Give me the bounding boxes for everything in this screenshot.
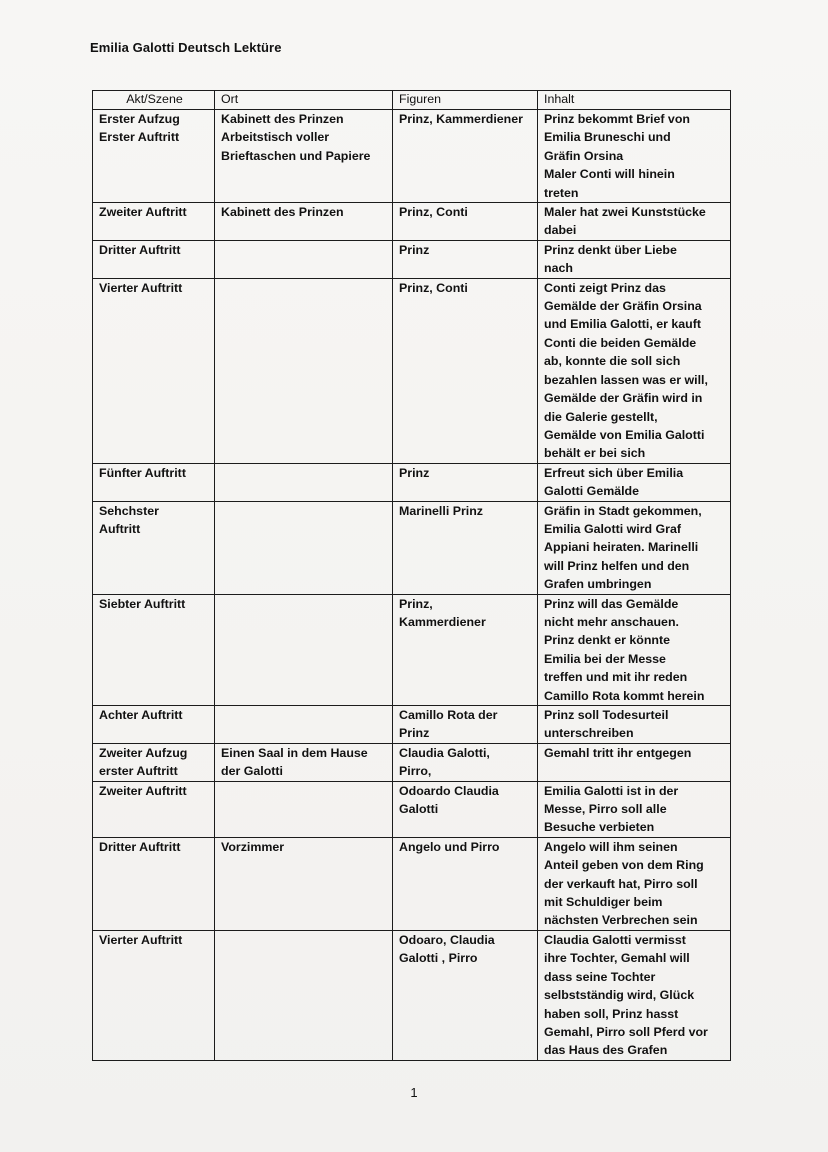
cell-figuren: Angelo und Pirro xyxy=(393,837,538,930)
cell-figuren: Prinz, Kammerdiener xyxy=(393,594,538,705)
cell-inhalt: Prinz denkt über Liebe nach xyxy=(538,240,731,278)
column-header-akt: Akt/Szene xyxy=(93,91,215,110)
cell-akt: Zweiter Auftritt xyxy=(93,203,215,241)
cell-akt: Siebter Auftritt xyxy=(93,594,215,705)
cell-inhalt: Conti zeigt Prinz das Gemälde der Gräfin Orsina und Emilia Galotti, er kauft Conti die beiden Gemälde ab, konnte die soll sich bezahlen lassen was er will, Gemälde der Gräfin wird in die Galerie gestellt, Gemälde von Emilia Galotti behält er bei sich xyxy=(538,278,731,463)
cell-ort xyxy=(215,463,393,501)
cell-inhalt: Angelo will ihm seinen Anteil geben von dem Ring der verkauft hat, Pirro soll mit Schuldiger beim nächsten Verbrechen sein xyxy=(538,837,731,930)
cell-ort xyxy=(215,594,393,705)
cell-akt: Achter Auftritt xyxy=(93,706,215,744)
table-row xyxy=(93,463,731,501)
cell-ort: Vorzimmer xyxy=(215,837,393,930)
cell-figuren: Claudia Galotti, Pirro, xyxy=(393,743,538,781)
scene-table xyxy=(92,90,731,1061)
cell-ort: Kabinett des Prinzen Arbeitstisch voller Brieftaschen und Papiere xyxy=(215,110,393,203)
cell-figuren: Marinelli Prinz xyxy=(393,501,538,594)
cell-inhalt: Claudia Galotti vermisst ihre Tochter, Gemahl will dass seine Tochter selbstständig wird, Glück haben soll, Prinz hasst Gemahl, Pirro soll Pferd vor das Haus des Grafen xyxy=(538,930,731,1060)
cell-ort xyxy=(215,501,393,594)
cell-figuren: Prinz, Conti xyxy=(393,203,538,241)
cell-ort: Einen Saal in dem Hause der Galotti xyxy=(215,743,393,781)
cell-figuren: Prinz xyxy=(393,463,538,501)
cell-figuren: Camillo Rota der Prinz xyxy=(393,706,538,744)
cell-inhalt: Emilia Galotti ist in der Messe, Pirro soll alle Besuche verbieten xyxy=(538,781,731,837)
table-row xyxy=(93,781,731,837)
table-row xyxy=(93,203,731,241)
table-row xyxy=(93,501,731,594)
cell-akt: Zweiter Aufzug erster Auftritt xyxy=(93,743,215,781)
cell-ort xyxy=(215,930,393,1060)
cell-akt: Dritter Auftritt xyxy=(93,837,215,930)
cell-figuren: Prinz, Kammerdiener xyxy=(393,110,538,203)
column-header-inhalt: Inhalt xyxy=(538,91,731,110)
cell-akt: Vierter Auftritt xyxy=(93,278,215,463)
page-number: 1 xyxy=(410,1085,418,1100)
table-row xyxy=(93,837,731,930)
cell-inhalt: Maler hat zwei Kunststücke dabei xyxy=(538,203,731,241)
cell-inhalt: Gräfin in Stadt gekommen, Emilia Galotti wird Graf Appiani heiraten. Marinelli will Prinz helfen und den Grafen umbringen xyxy=(538,501,731,594)
cell-ort xyxy=(215,781,393,837)
cell-figuren: Odoaro, Claudia Galotti , Pirro xyxy=(393,930,538,1060)
column-header-ort: Ort xyxy=(215,91,393,110)
cell-inhalt: Prinz bekommt Brief von Emilia Bruneschi und Gräfin Orsina Maler Conti will hinein treten xyxy=(538,110,731,203)
table-row xyxy=(93,930,731,1060)
cell-akt: Sehchster Auftritt xyxy=(93,501,215,594)
cell-akt: Erster Aufzug Erster Auftritt xyxy=(93,110,215,203)
table-row xyxy=(93,743,731,781)
table-header-row xyxy=(93,91,731,110)
cell-figuren: Odoardo Claudia Galotti xyxy=(393,781,538,837)
table-row xyxy=(93,594,731,705)
table-row xyxy=(93,110,731,203)
cell-inhalt: Erfreut sich über Emilia Galotti Gemälde xyxy=(538,463,731,501)
cell-inhalt: Gemahl tritt ihr entgegen xyxy=(538,743,731,781)
cell-inhalt: Prinz will das Gemälde nicht mehr anschauen. Prinz denkt er könnte Emilia bei der Messe treffen und mit ihr reden Camillo Rota kommt herein xyxy=(538,594,731,705)
table-row xyxy=(93,278,731,463)
cell-figuren: Prinz xyxy=(393,240,538,278)
cell-akt: Dritter Auftritt xyxy=(93,240,215,278)
cell-ort xyxy=(215,706,393,744)
cell-akt: Fünfter Auftritt xyxy=(93,463,215,501)
document-title: Emilia Galotti Deutsch Lektüre xyxy=(90,40,282,55)
cell-ort xyxy=(215,278,393,463)
table-row xyxy=(93,706,731,744)
cell-inhalt: Prinz soll Todesurteil unterschreiben xyxy=(538,706,731,744)
cell-figuren: Prinz, Conti xyxy=(393,278,538,463)
cell-akt: Zweiter Auftritt xyxy=(93,781,215,837)
cell-akt: Vierter Auftritt xyxy=(93,930,215,1060)
cell-ort xyxy=(215,240,393,278)
table-row xyxy=(93,240,731,278)
column-header-figuren: Figuren xyxy=(393,91,538,110)
cell-ort: Kabinett des Prinzen xyxy=(215,203,393,241)
